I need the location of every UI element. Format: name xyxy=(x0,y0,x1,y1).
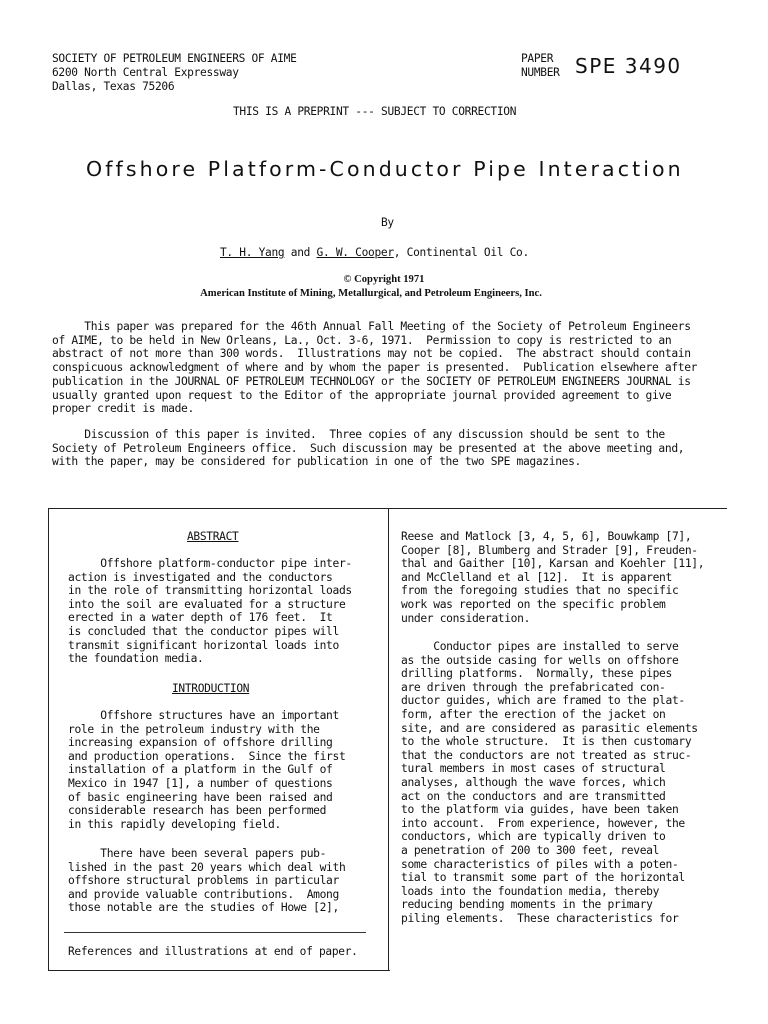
discussion-notice: Discussion of this paper is invited. Three copies of any discussion should be sent to the Society of Petroleum Engineers office. Such discussion may be presented at the above meeting and, with the paper, may be considered for publication in one of the two SPE magazines. xyxy=(52,428,685,469)
paper-number-label xyxy=(521,52,560,80)
preprint-notice: THIS IS A PREPRINT --- SUBJECT TO CORRECTION xyxy=(233,105,517,118)
frame-bottom-rule xyxy=(48,970,390,971)
paper-label-2: NUMBER xyxy=(521,66,560,79)
permission-notice: This paper was prepared for the 46th Annual Fall Meeting of the Society of Petroleum Engineers of AIME, to be held in New Orleans, La., Oct. 3-6, 1971. Permission to copy is restricted to an abstract of not more than 300 words. Illustrations may not be copied. The abstract should contain conspicuous acknowledgment of where and by whom the paper is presented. Publication elsewhere after publication in the JOURNAL OF PETROLEUM TECHNOLOGY or the SOCIETY OF PETROLEUM ENGINEERS JOURNAL is usually granted upon request to the Editor of the appropriate journal provided agreement to give proper credit is made. xyxy=(52,320,698,416)
author-cooper: G. W. Cooper xyxy=(316,246,394,259)
society-address-line1: 6200 North Central Expressway xyxy=(52,66,239,79)
society-name: SOCIETY OF PETROLEUM ENGINEERS OF AIME xyxy=(52,52,297,65)
column-divider xyxy=(388,508,389,970)
footnote-rule xyxy=(64,932,366,933)
introduction-paragraph-2: There have been several papers pub- lished in the past 20 years which deal with offshore structural problems in particular and provide valuable contributions. Among those notable are the studies of Howe [2], xyxy=(68,847,346,915)
right-column-paragraph-2: Conductor pipes are installed to serve as the outside casing for wells on offshore drilling platforms. Normally, these pipes are driven through the prefabricated con- ductor guides, which are framed to the plat- form, after the erection of the jacket on site, and are considered as parasitic elements to the whole structure. It is then customary that the conductors are not treated as struc- tural members in most cases of structural analyses, although the wave forces, which act on the conductors and are transmitted to the platform via guides, have been taken into account. From experience, however, the conductors, which are typically driven to a penetration of 200 to 300 feet, reveal some characteristics of piles with a poten- tial to transmit some part of the horizontal loads into the foundation media, thereby reducing bending moments in the primary piling elements. These characteristics for xyxy=(401,640,698,925)
author-conjunction: and xyxy=(284,246,317,259)
introduction-paragraph-1: Offshore structures have an important role in the petroleum industry with the increasing expansion of offshore drilling and production operations. Since the first installation of a platform in the Gulf of Mexico in 1947 [1], a number of questions of basic engineering have been raised and considerable research has been performed in this rapidly developing field. xyxy=(68,709,346,831)
byline-by: By xyxy=(381,216,394,229)
paper-label-1: PAPER xyxy=(521,52,554,65)
introduction-heading: INTRODUCTION xyxy=(172,682,250,695)
paper-number: SPE 3490 xyxy=(575,54,682,78)
abstract-text: Offshore platform-conductor pipe inter- action is investigated and the conductors in the role of transmitting horizontal loads into the soil are evaluated for a structure erected in a water depth of 176 feet. It is concluded that the conductor pipes will transmit significant horizontal loads into the foundation media. xyxy=(68,557,352,666)
author-affiliation: , Continental Oil Co. xyxy=(393,246,529,259)
copyright-line: © Copyright 1971 xyxy=(343,274,425,285)
society-address-line2: Dallas, Texas 75206 xyxy=(52,80,175,93)
abstract-heading: ABSTRACT xyxy=(187,530,239,543)
frame-left-rule xyxy=(48,508,49,970)
author-yang: T. H. Yang xyxy=(220,246,285,259)
authors-line xyxy=(220,246,529,259)
right-column-paragraph-1: Reese and Matlock [3, 4, 5, 6], Bouwkamp [7], Cooper [8], Blumberg and Strader [9], Freuden- thal and Gaither [10], Karsan and Koehler [11], and McClelland et al [12]. It is apparent from the foregoing studies that no specific work was reported on the specific problem under consideration. xyxy=(401,530,705,625)
paper-title: Offshore Platform-Conductor Pipe Interaction xyxy=(86,157,684,181)
footnote-text: References and illustrations at end of paper. xyxy=(68,945,358,958)
society-header xyxy=(52,52,297,94)
copyright-holder: American Institute of Mining, Metallurgical, and Petroleum Engineers, Inc. xyxy=(200,288,542,299)
